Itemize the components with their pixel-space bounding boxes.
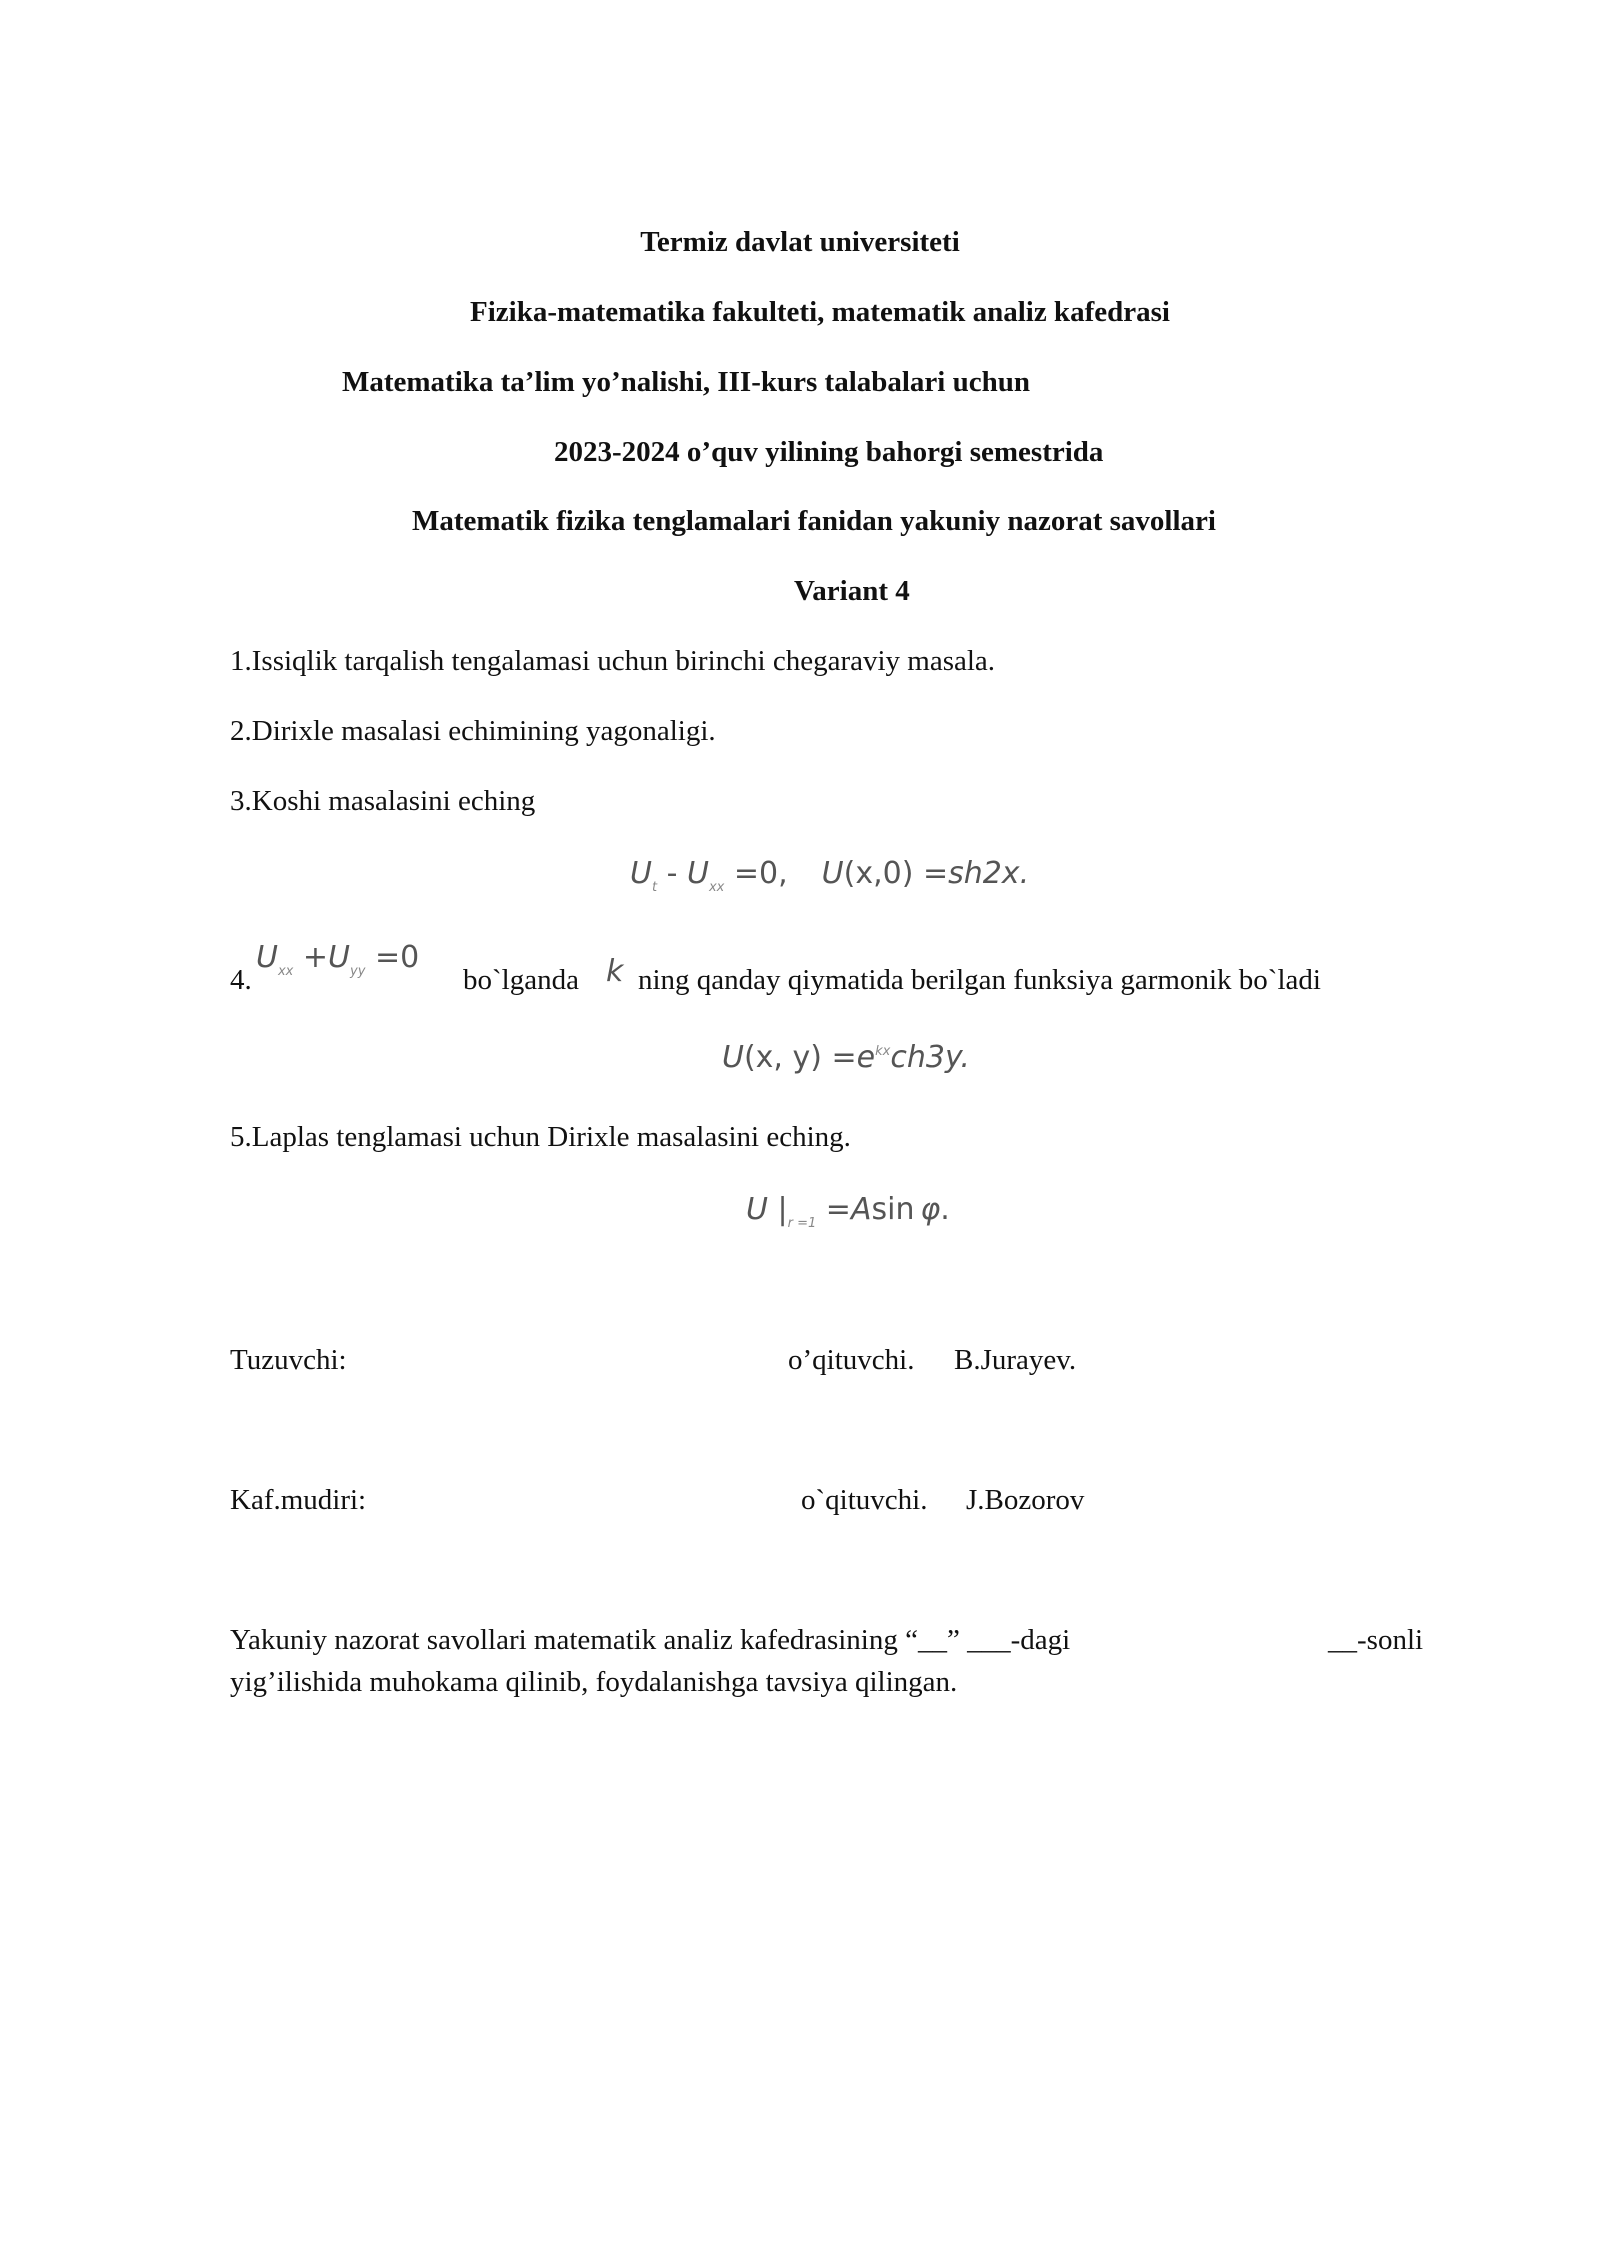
question-4-end: ning qanday qiymatida berilgan funksiya garmonik bo`ladi	[638, 964, 1321, 996]
variant-label: Variant 4	[794, 575, 910, 607]
approval-note-line-1: Yakuniy nazorat savollari matematik analiz kafedrasining “__” ___-dagi	[230, 1624, 1071, 1656]
compiler-role: o’qituvchi.	[788, 1344, 915, 1376]
formula-laplace-equation: $U_{xx} +U_{yy} =0$	[256, 940, 420, 979]
question-1: 1.Issiqlik tarqalish tengalamasi uchun birinchi chegaraviy masala.	[230, 645, 996, 677]
compiler-label: Tuzuvchi:	[230, 1344, 347, 1376]
formula-k-variable: k	[606, 954, 624, 989]
question-2: 2.Dirixle masalasi echimining yagonaligi.	[230, 715, 716, 747]
subject-line: Matematik fizika tenglamalari fanidan yakuniy nazorat savollari	[412, 505, 1216, 537]
faculty-line: Fizika-matematika fakulteti, matematik analiz kafedrasi	[470, 296, 1170, 328]
question-4-number: 4.	[230, 964, 252, 996]
semester-line: 2023-2024 o’quv yilining bahorgi semestrida	[554, 436, 1104, 468]
formula-dirichlet-boundary: U $|_{r =1} =Asin$ φ.	[746, 1192, 950, 1231]
question-5: 5.Laplas tenglamasi uchun Dirixle masalasini eching.	[230, 1121, 851, 1153]
university-title: Termiz davlat universiteti	[640, 226, 960, 258]
approval-note-line-2: yig’ilishida muhokama qilinib, foydalanishga tavsiya qilingan.	[230, 1666, 958, 1698]
direction-line: Matematika ta’lim yo’nalishi, IIІ-kurs talabalari uchun	[342, 366, 1030, 398]
head-label: Kaf.mudiri:	[230, 1484, 367, 1516]
head-role: o`qituvchi.	[801, 1484, 928, 1516]
compiler-name: B.Jurayev.	[954, 1344, 1077, 1376]
formula-cauchy-problem: $U_t - U_{xx} =0$, U(x,0) =sh2x.	[630, 856, 1030, 895]
question-4-mid: bo`lganda	[463, 964, 579, 996]
head-name: J.Bozorov	[966, 1484, 1085, 1516]
question-3: 3.Koshi masalasini eching	[230, 785, 536, 817]
approval-note-protocol: __-sonli	[1328, 1624, 1424, 1656]
formula-harmonic-function: U(x, $y) =e^{kx}ch3y$.	[722, 1040, 970, 1075]
